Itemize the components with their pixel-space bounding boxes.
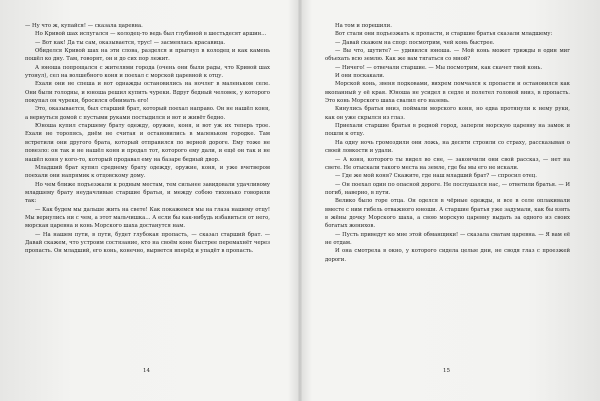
paragraph: — Ничего! — отвечали старшие. — Мы посмотрим, как скачет твой конь.	[335, 64, 543, 71]
page-number-left: 14	[143, 368, 150, 374]
paragraph: И она смотрела в окно, у которого сидела целые дни, не сводя глаз с проезжей дороги.	[325, 248, 570, 263]
left-page	[25, 22, 270, 256]
paragraph: Юноша купил старшему брату одежду, оружие, коня, и вот уж их теперь трое. Ехали не торопясь, днём не считая и остановились в маленьком городке. Там встретили они другого брата, который отправился по верной дороге. Ему тоже не повезло: он так и не нашёл коня и продал тот, которого ему дали, и ещё он так и не нашёл коня у кого-то, который продавал ему на базаре бедный двор.	[25, 123, 270, 163]
page-number-right: 15	[443, 368, 450, 374]
paragraph: А юноша попрощался с жителями города (очень они были рады, что Кривой шах утонул), сел на волшебного коня и поехал с морской царевной к отцу.	[25, 64, 270, 80]
paragraph: Это, оказывается, был старший брат, который поехал направо. Он не нашёл коня, а вернуться домой с пустыми руками постыдился и вот и живёт бедно.	[25, 106, 270, 121]
paragraph: На одну ночь громоздили они ложь, на десяти строили со страху, рассказывая о своей ловкости и удали.	[325, 139, 570, 155]
paragraph: Велико было горе отца. Он оделся в чёрные одежды, и все в селе оплакивали вместе с ним гибель отважного юноши. А старшие братья уже задумали, как бы взять в жёны дочку Морского шаха, а свою морскую царевну выдать за одного из своих богатых женихов.	[325, 198, 570, 230]
paragraph: — На нашем пути, в пути, будет глубокая пропасть, — сказал старший брат. — Давай скажем, что устроим состязание, кто на своём коне быстрее перемахнёт через пропасть. Он младший, его конь, конечно, вырвется вперёд и упадёт в пропасть.	[25, 231, 270, 255]
paragraph: — А коня, которого ты видел во сне, — закончили они свой рассказ, — нет на свете. Не отыскали такого места на земле, где бы мы его не искали.	[325, 156, 570, 171]
paragraph: Кинулись братья вниз, поймали морского коня, но едва протянули к нему руки, как он уже скрылся из глаз.	[325, 106, 570, 121]
paragraph: — Как будем мы дальше жить на свете! Как покажемся мы на глаза нашему отцу! Мы вернулись ни с чем, а этот мальчишка… А если бы как-нибудь избавиться от него, морская царевна и конь Морского шаха достанутся нам.	[25, 206, 270, 230]
paragraph: Вот стали они подъезжать к пропасти, и старшие братья сказали младшему:	[335, 31, 553, 38]
paragraph: Приехали старшие братья в родной город, заперли морскую царевну на замок и пошли к отцу.	[325, 123, 570, 138]
paragraph: Но Кривой шах испугался — колодец-то ведь был глубиной в шестьдесят аршин…	[35, 31, 267, 38]
right-page	[325, 22, 570, 264]
paragraph: — Где же мой коня? Скажите, где наш младший брат? — спросил отец.	[335, 173, 537, 180]
paragraph: Младший брат купил среднему брату одежду, оружие, коня, и уже вчетвером поехали они напрямик к отцовскому дому.	[25, 164, 270, 180]
paragraph: Ехали они не спеша и вот однажды остановились на ночлег в маленьком селе. Они были голодны, и юноша решил купить чуреки. Вдруг бедный человек, у которого покупал он чуреки, бросился обнимать его!	[25, 81, 270, 105]
book-gutter	[298, 0, 302, 401]
paragraph: — Ну что ж, купайся! — сказала царевна.	[25, 23, 143, 29]
paragraph: Обиделся Кривой шах на эти слова, разделся и прыгнул в колодец и как камень пошёл ко дну. Там, говорят, он и до сих пор лежит.	[25, 48, 270, 63]
paragraph: — Вот как! Да ты сам, оказывается, трус! — засмеялась красавица.	[35, 39, 226, 46]
paragraph: — Он поехал один по опасной дороге. Не послушался нас, — ответили братья. — И погиб, наверно, в пути.	[325, 181, 570, 196]
paragraph: Но чем ближе подъезжали к родным местам, тем сильнее завидовали удачливому младшему брату неудачливые старшие братья, и между собою тихонько говорили так:	[25, 181, 270, 205]
paragraph: На том и порешили.	[335, 23, 392, 29]
paragraph: — Давай скажем на спор: посмотрим, чей конь быстрее.	[335, 39, 495, 46]
paragraph: Морской конь, звеня подковами, вихрем помчался к пропасти и остановился как вкопанный у её края. Юноша не усидел в седле и полетел головой вниз, в пропасть. Это конь Морского шаха свалил его наземь.	[325, 81, 570, 105]
paragraph: — Вы что, шутите? — удивился юноша. — Мой конь может трижды в один миг объехать всю землю. Как же вам тягаться со мной?	[325, 48, 570, 63]
paragraph: И они поскакали.	[335, 73, 385, 80]
paragraph: — Пусть приведут ко мне этой обманщики! — сказала сватам царевна. — Я вам её не отдам.	[325, 231, 570, 246]
